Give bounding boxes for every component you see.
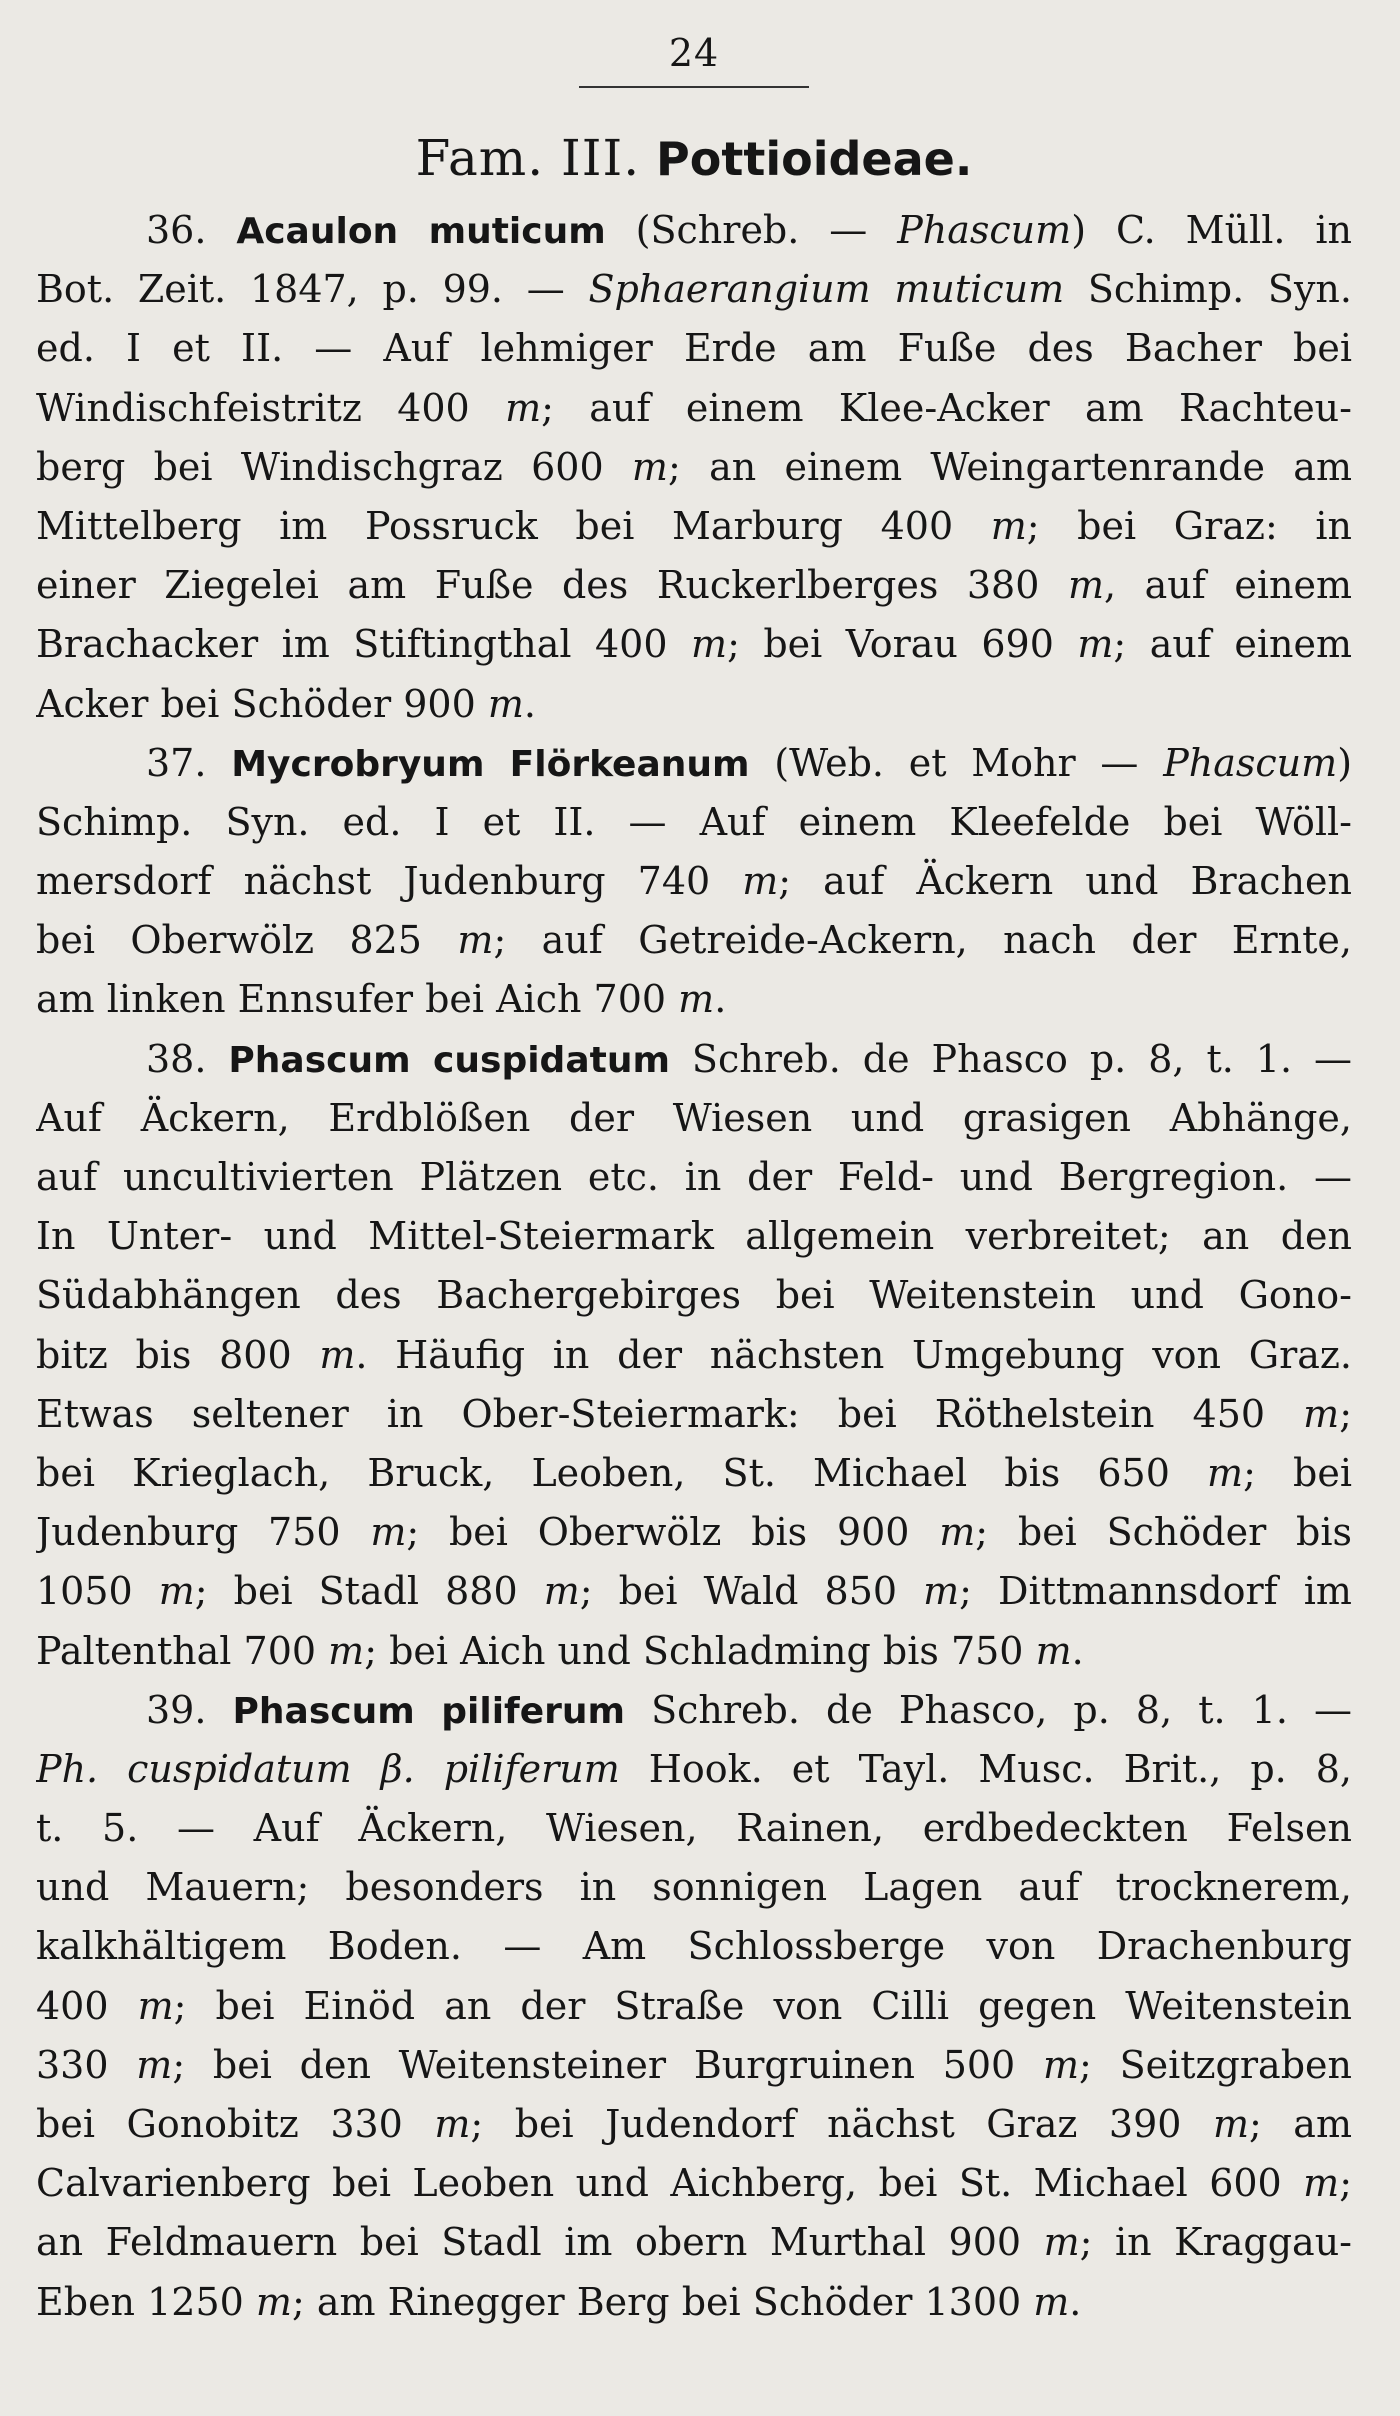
text-segment: an Feldmauern bei Stadl im obern Murthal 900 [36, 2220, 1044, 2265]
italic-text: m [505, 385, 542, 430]
species-heading-line [36, 1681, 1352, 1740]
text-segment: ) C. Müll. in [1071, 208, 1352, 252]
text-line [36, 911, 1352, 970]
text-line [36, 1740, 1352, 1799]
species-entry [36, 201, 1352, 734]
text-line [36, 260, 1352, 319]
italic-text: m [1042, 2042, 1080, 2087]
text-segment: Schimp. Syn. [1064, 267, 1352, 312]
italic-text: m [319, 1332, 356, 1377]
text-line [36, 319, 1352, 378]
text-segment: Windischfeistritz 400 [36, 385, 506, 430]
text-segment: Eben 1250 [36, 2279, 256, 2324]
text-segment: einer Ziegelei am Fuße des Ruckerlberges 380 [36, 563, 1068, 608]
text-segment: Schreb. de Phasco p. 8, t. 1. — [669, 1036, 1352, 1081]
header-rule [579, 86, 809, 88]
text-segment: ; bei [1243, 1450, 1352, 1495]
text-segment: ; bei Einöd an der Straße von Cilli gegen Weitenstein [173, 1983, 1352, 2028]
italic-text: Sphaerangium muticum [588, 267, 1065, 312]
text-line [36, 1207, 1352, 1266]
text-segment: Acker bei Schöder 900 [36, 681, 488, 726]
text-segment: und Mauern; besonders in sonnigen Lagen auf trocknerem, [36, 1865, 1352, 1910]
text-segment: ; auf einem [1113, 622, 1352, 667]
text-segment: bei Gonobitz 330 [36, 2102, 435, 2146]
italic-text: m [1212, 2102, 1249, 2146]
text-segment: ; bei Graz: in [1026, 503, 1352, 548]
species-entry [36, 1030, 1352, 1681]
text-segment: . [1069, 2279, 1082, 2324]
text-segment: ed. I et II. — Auf lehmiger Erde am Fuße des Bacher bei [36, 326, 1352, 371]
text-segment: In Unter- und Mittel-Steiermark allgemein verbreitet; an den [36, 1214, 1352, 1259]
text-segment: ; am Rinegger Berg bei Schöder 1300 [291, 2279, 1034, 2324]
species-name: Mycrobryum Flörkeanum [231, 743, 750, 785]
text-segment: Südabhängen des Bachergebirges bei Weitenstein und Gono- [36, 1273, 1352, 1318]
species-entries [36, 201, 1352, 2332]
italic-text: m [990, 503, 1027, 548]
text-segment: Mittelberg im Possruck bei Marburg 400 [36, 503, 991, 548]
text-line [36, 1858, 1352, 1917]
species-heading-line [36, 201, 1352, 260]
text-line [36, 1148, 1352, 1207]
family-name: Pottioideae. [656, 132, 973, 186]
text-line [36, 2154, 1352, 2213]
italic-text: m [1035, 1628, 1072, 1673]
text-segment: ; auf Äckern und Brachen [778, 859, 1352, 904]
text-line [36, 379, 1352, 438]
text-segment: Etwas seltener in Ober-Steiermark: bei Röthelstein 450 [36, 1391, 1304, 1436]
text-segment: 39. [146, 1687, 233, 1732]
text-segment: . Häufig in der nächsten Umgebung von Graz. [355, 1332, 1352, 1377]
italic-text: Phascum [897, 208, 1072, 252]
species-entry [36, 734, 1352, 1030]
text-segment: auf uncultivierten Plätzen etc. in der Feld- und Bergregion. — [36, 1155, 1352, 1199]
text-segment: ; Seitzgraben [1079, 2042, 1352, 2087]
italic-text: m [742, 859, 779, 904]
text-line [36, 1562, 1352, 1621]
text-segment: Hook. et Tayl. Musc. Brit., p. 8, [619, 1746, 1352, 1791]
italic-text: m [1033, 2279, 1070, 2324]
text-segment: ; bei Wald 850 [579, 1569, 924, 1614]
text-segment: Schimp. Syn. ed. I et II. — Auf einem Kleefelde bei Wöll- [36, 799, 1352, 844]
text-segment: ; bei Judendorf nächst Graz 390 [470, 2102, 1213, 2146]
text-segment: Schreb. de Phasco, p. 8, t. 1. — [625, 1687, 1352, 1732]
text-line [36, 970, 1352, 1029]
italic-text: m [434, 2102, 471, 2146]
family-prefix: Fam. III. [415, 129, 641, 187]
text-segment: am linken Ennsufer bei Aich 700 [36, 977, 679, 1022]
species-name: Phascum piliferum [232, 1690, 626, 1732]
text-segment: 37. [146, 740, 232, 785]
text-segment: ; bei Oberwölz bis 900 [406, 1510, 940, 1555]
text-segment: ; bei Schöder bis [975, 1510, 1352, 1555]
text-segment: ) [1337, 740, 1352, 785]
text-segment: . [523, 681, 537, 726]
text-segment: Judenburg 750 [36, 1510, 371, 1555]
text-line [36, 615, 1352, 674]
species-entry [36, 1681, 1352, 2332]
italic-text: Ph. cuspidatum β. piliferum [36, 1746, 620, 1791]
italic-text: m [691, 622, 728, 667]
text-line [36, 1622, 1352, 1681]
italic-text: m [1303, 1391, 1340, 1436]
text-segment: Paltenthal 700 [36, 1628, 329, 1673]
page-number: 24 [668, 31, 720, 75]
text-segment: 36. [146, 208, 237, 252]
text-line [36, 1326, 1352, 1385]
text-segment: ; bei Aich und Schladming bis 750 [364, 1628, 1036, 1673]
text-segment: bei Krieglach, Bruck, Leoben, St. Michael bis 650 [36, 1450, 1208, 1495]
species-name: Phascum cuspidatum [228, 1039, 670, 1081]
text-segment: ; Dittmannsdorf im [959, 1569, 1352, 1614]
text-segment: bitz bis 800 [36, 1332, 320, 1377]
text-segment: 330 [36, 2042, 137, 2087]
text-line [36, 2273, 1352, 2332]
text-line [36, 1503, 1352, 1562]
text-segment: mersdorf nächst Judenburg 740 [36, 859, 743, 904]
text-segment: 1050 [36, 1569, 159, 1614]
text-segment: (Web. et Mohr — [749, 740, 1164, 785]
text-line [36, 2213, 1352, 2272]
text-segment: t. 5. — Auf Äckern, Wiesen, Rainen, erdbedeckten Felsen [36, 1806, 1352, 1851]
italic-text: m [328, 1628, 365, 1673]
text-line [36, 438, 1352, 497]
text-line [36, 675, 1352, 734]
text-line [36, 852, 1352, 911]
italic-text: m [678, 977, 715, 1022]
italic-text: m [457, 918, 494, 963]
text-segment: Bot. Zeit. 1847, p. 99. — [36, 267, 589, 312]
text-segment: . [1071, 1628, 1084, 1673]
species-name: Acaulon muticum [236, 211, 606, 252]
italic-text: m [1207, 1450, 1244, 1495]
text-segment: ; in Kraggau- [1079, 2220, 1352, 2265]
text-line [36, 1444, 1352, 1503]
italic-text: m [939, 1510, 976, 1555]
italic-text: Phascum [1163, 740, 1338, 785]
italic-text: m [923, 1569, 960, 1614]
text-segment: Calvarienberg bei Leoben und Aichberg, bei St. Michael 600 [36, 2161, 1304, 2206]
text-line [36, 1917, 1352, 1976]
text-segment: ; [1339, 2161, 1352, 2206]
italic-text: m [1303, 2161, 1340, 2206]
text-line [36, 1089, 1352, 1148]
text-segment: . [714, 977, 727, 1022]
text-segment: ; bei Vorau 690 [727, 622, 1078, 667]
text-segment: 400 [36, 1983, 138, 2028]
text-segment: (Schreb. — [605, 208, 898, 252]
text-line [36, 793, 1352, 852]
text-segment: Auf Äckern, Erdblößen der Wiesen und grasigen Abhänge, [36, 1095, 1352, 1140]
text-line [36, 1385, 1352, 1444]
text-line [36, 2095, 1352, 2154]
species-heading-line [36, 734, 1352, 793]
italic-text: m [1043, 2220, 1080, 2265]
italic-text: m [1067, 563, 1104, 608]
text-line [36, 556, 1352, 615]
text-segment: ; bei Stadl 880 [194, 1569, 544, 1614]
text-segment: ; auf Getreide-Ackern, nach der Ernte, [493, 918, 1352, 963]
italic-text: m [137, 1983, 174, 2028]
italic-text: m [1077, 622, 1114, 667]
text-segment: ; [1339, 1391, 1352, 1436]
text-segment: ; am [1249, 2102, 1352, 2146]
text-line [36, 497, 1352, 556]
text-segment: 38. [146, 1036, 229, 1081]
text-segment: berg bei Windischgraz 600 [36, 444, 632, 489]
family-heading [36, 128, 1352, 189]
text-segment: kalkhältigem Boden. — Am Schlossberge von Drachenburg [36, 1924, 1352, 1969]
text-segment: bei Oberwölz 825 [36, 918, 458, 963]
italic-text: m [631, 444, 668, 489]
italic-text: m [370, 1510, 407, 1555]
text-line [36, 1799, 1352, 1858]
text-line [36, 2036, 1352, 2095]
text-segment: ; auf einem Klee-Acker am Rachteu- [541, 385, 1352, 430]
italic-text: m [158, 1569, 195, 1614]
text-segment: ; an einem Weingartenrande am [667, 444, 1352, 489]
text-segment: , auf einem [1104, 563, 1352, 608]
species-heading-line [36, 1030, 1352, 1089]
text-segment: Brachacker im Stiftingthal 400 [36, 622, 692, 667]
italic-text: m [255, 2279, 292, 2324]
italic-text: m [136, 2042, 173, 2087]
text-line [36, 1266, 1352, 1325]
italic-text: m [487, 681, 524, 726]
text-segment: ; bei den Weitensteiner Burgruinen 500 [172, 2042, 1043, 2087]
text-line [36, 1977, 1352, 2036]
italic-text: m [543, 1569, 580, 1614]
